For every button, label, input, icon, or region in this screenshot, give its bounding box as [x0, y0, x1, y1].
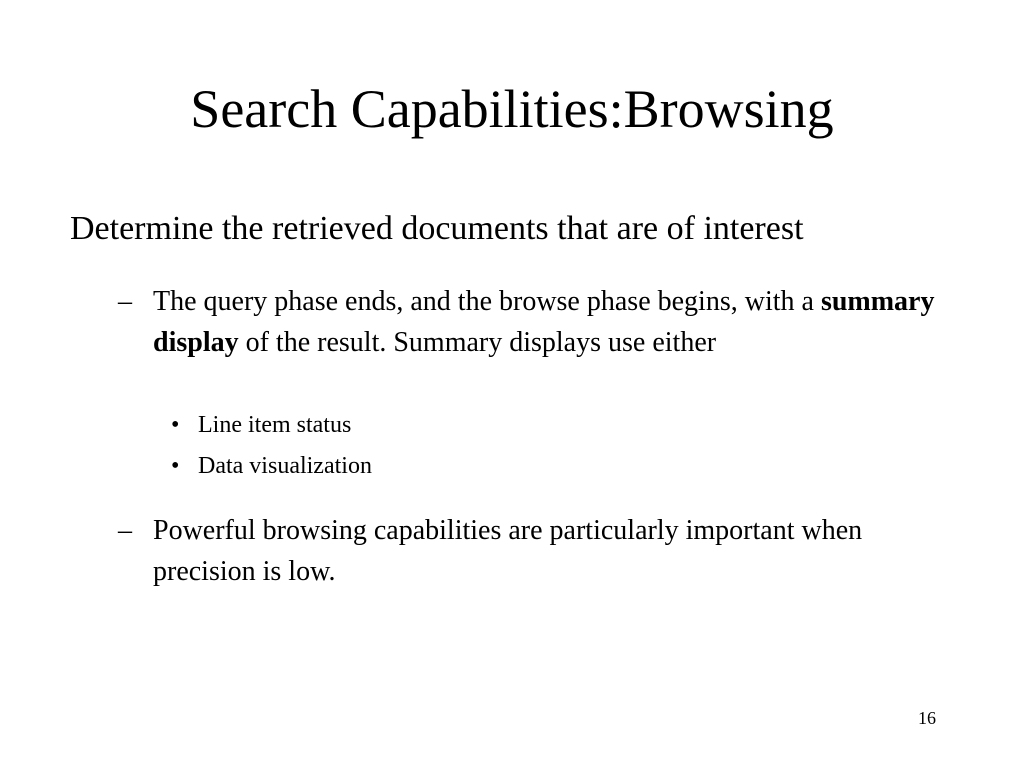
page-number: 16 [918, 708, 936, 728]
sub-point-summary-display [118, 281, 953, 363]
sub-point-browsing-capabilities [118, 510, 953, 592]
sub-point-text-before: The query phase ends, and the browse phase begins, with a [153, 286, 821, 317]
bullet-item-data-visualization [171, 451, 372, 481]
dash-bullet-icon: – [118, 286, 132, 317]
sub-point-bold-text: summary display [153, 286, 935, 358]
dot-bullet-icon: • [171, 453, 180, 479]
dot-bullet-icon: • [171, 412, 180, 438]
bullet-item-text: Data visualization [198, 453, 372, 479]
slide-title: Search Capabilities:Browsing [190, 79, 834, 139]
sub-point-text: Powerful browsing capabilities are particularly important when precision is low. [153, 515, 863, 587]
bullet-item-text: Line item status [198, 412, 352, 438]
dash-bullet-icon: – [118, 515, 132, 546]
bullet-item-line-item-status [171, 410, 352, 440]
main-point: Determine the retrieved documents that are of interest [70, 210, 804, 247]
sub-point-text-after: of the result. Summary displays use either [238, 327, 717, 358]
